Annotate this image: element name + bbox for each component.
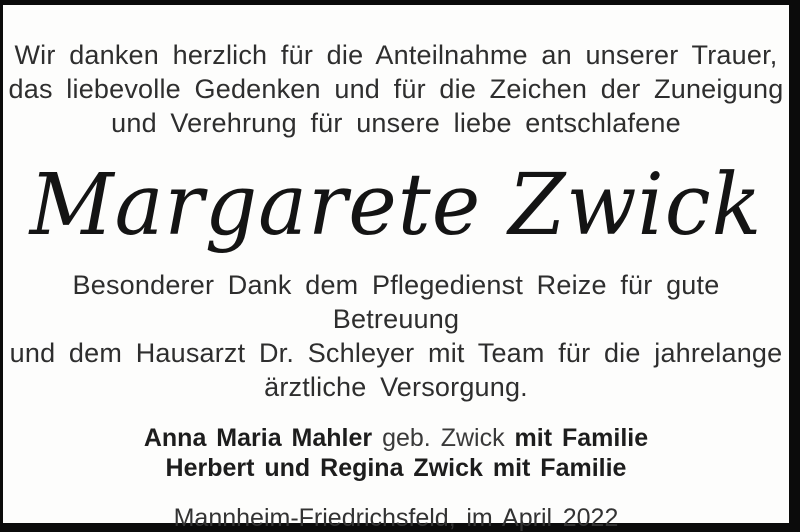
intro-line: Wir danken herzlich für die Anteilnahme an unserer Trauer, [14, 40, 778, 70]
family-birth-name: geb. Zwick [382, 424, 505, 452]
place-and-date: Mannheim-Friedrichsfeld, im April 2022 [173, 504, 619, 532]
intro-paragraph [9, 38, 784, 140]
family-line-1 [144, 423, 648, 453]
intro-line: und Verehrung für unsere liebe entschlafene [111, 108, 681, 138]
family-signatures [144, 423, 648, 483]
intro-line: das liebevolle Gedenken und für die Zeichen der Zuneigung [8, 74, 784, 104]
thanks-line: ärztliche Versorgung. [264, 372, 528, 402]
deceased-name: Margarete Zwick [29, 156, 763, 255]
family-line-2: Herbert und Regina Zwick mit Familie [165, 454, 627, 482]
family-suffix: mit Familie [514, 424, 649, 452]
thanks-line: Besonderer Dank dem Pflegedienst Reize für gute Betreuung [72, 270, 720, 334]
obituary-notice [3, 5, 789, 532]
thanks-paragraph [3, 268, 789, 404]
family-member-name: Anna Maria Mahler [143, 424, 373, 452]
thanks-line: und dem Hausarzt Dr. Schleyer mit Team für die jahrelange [9, 338, 783, 368]
